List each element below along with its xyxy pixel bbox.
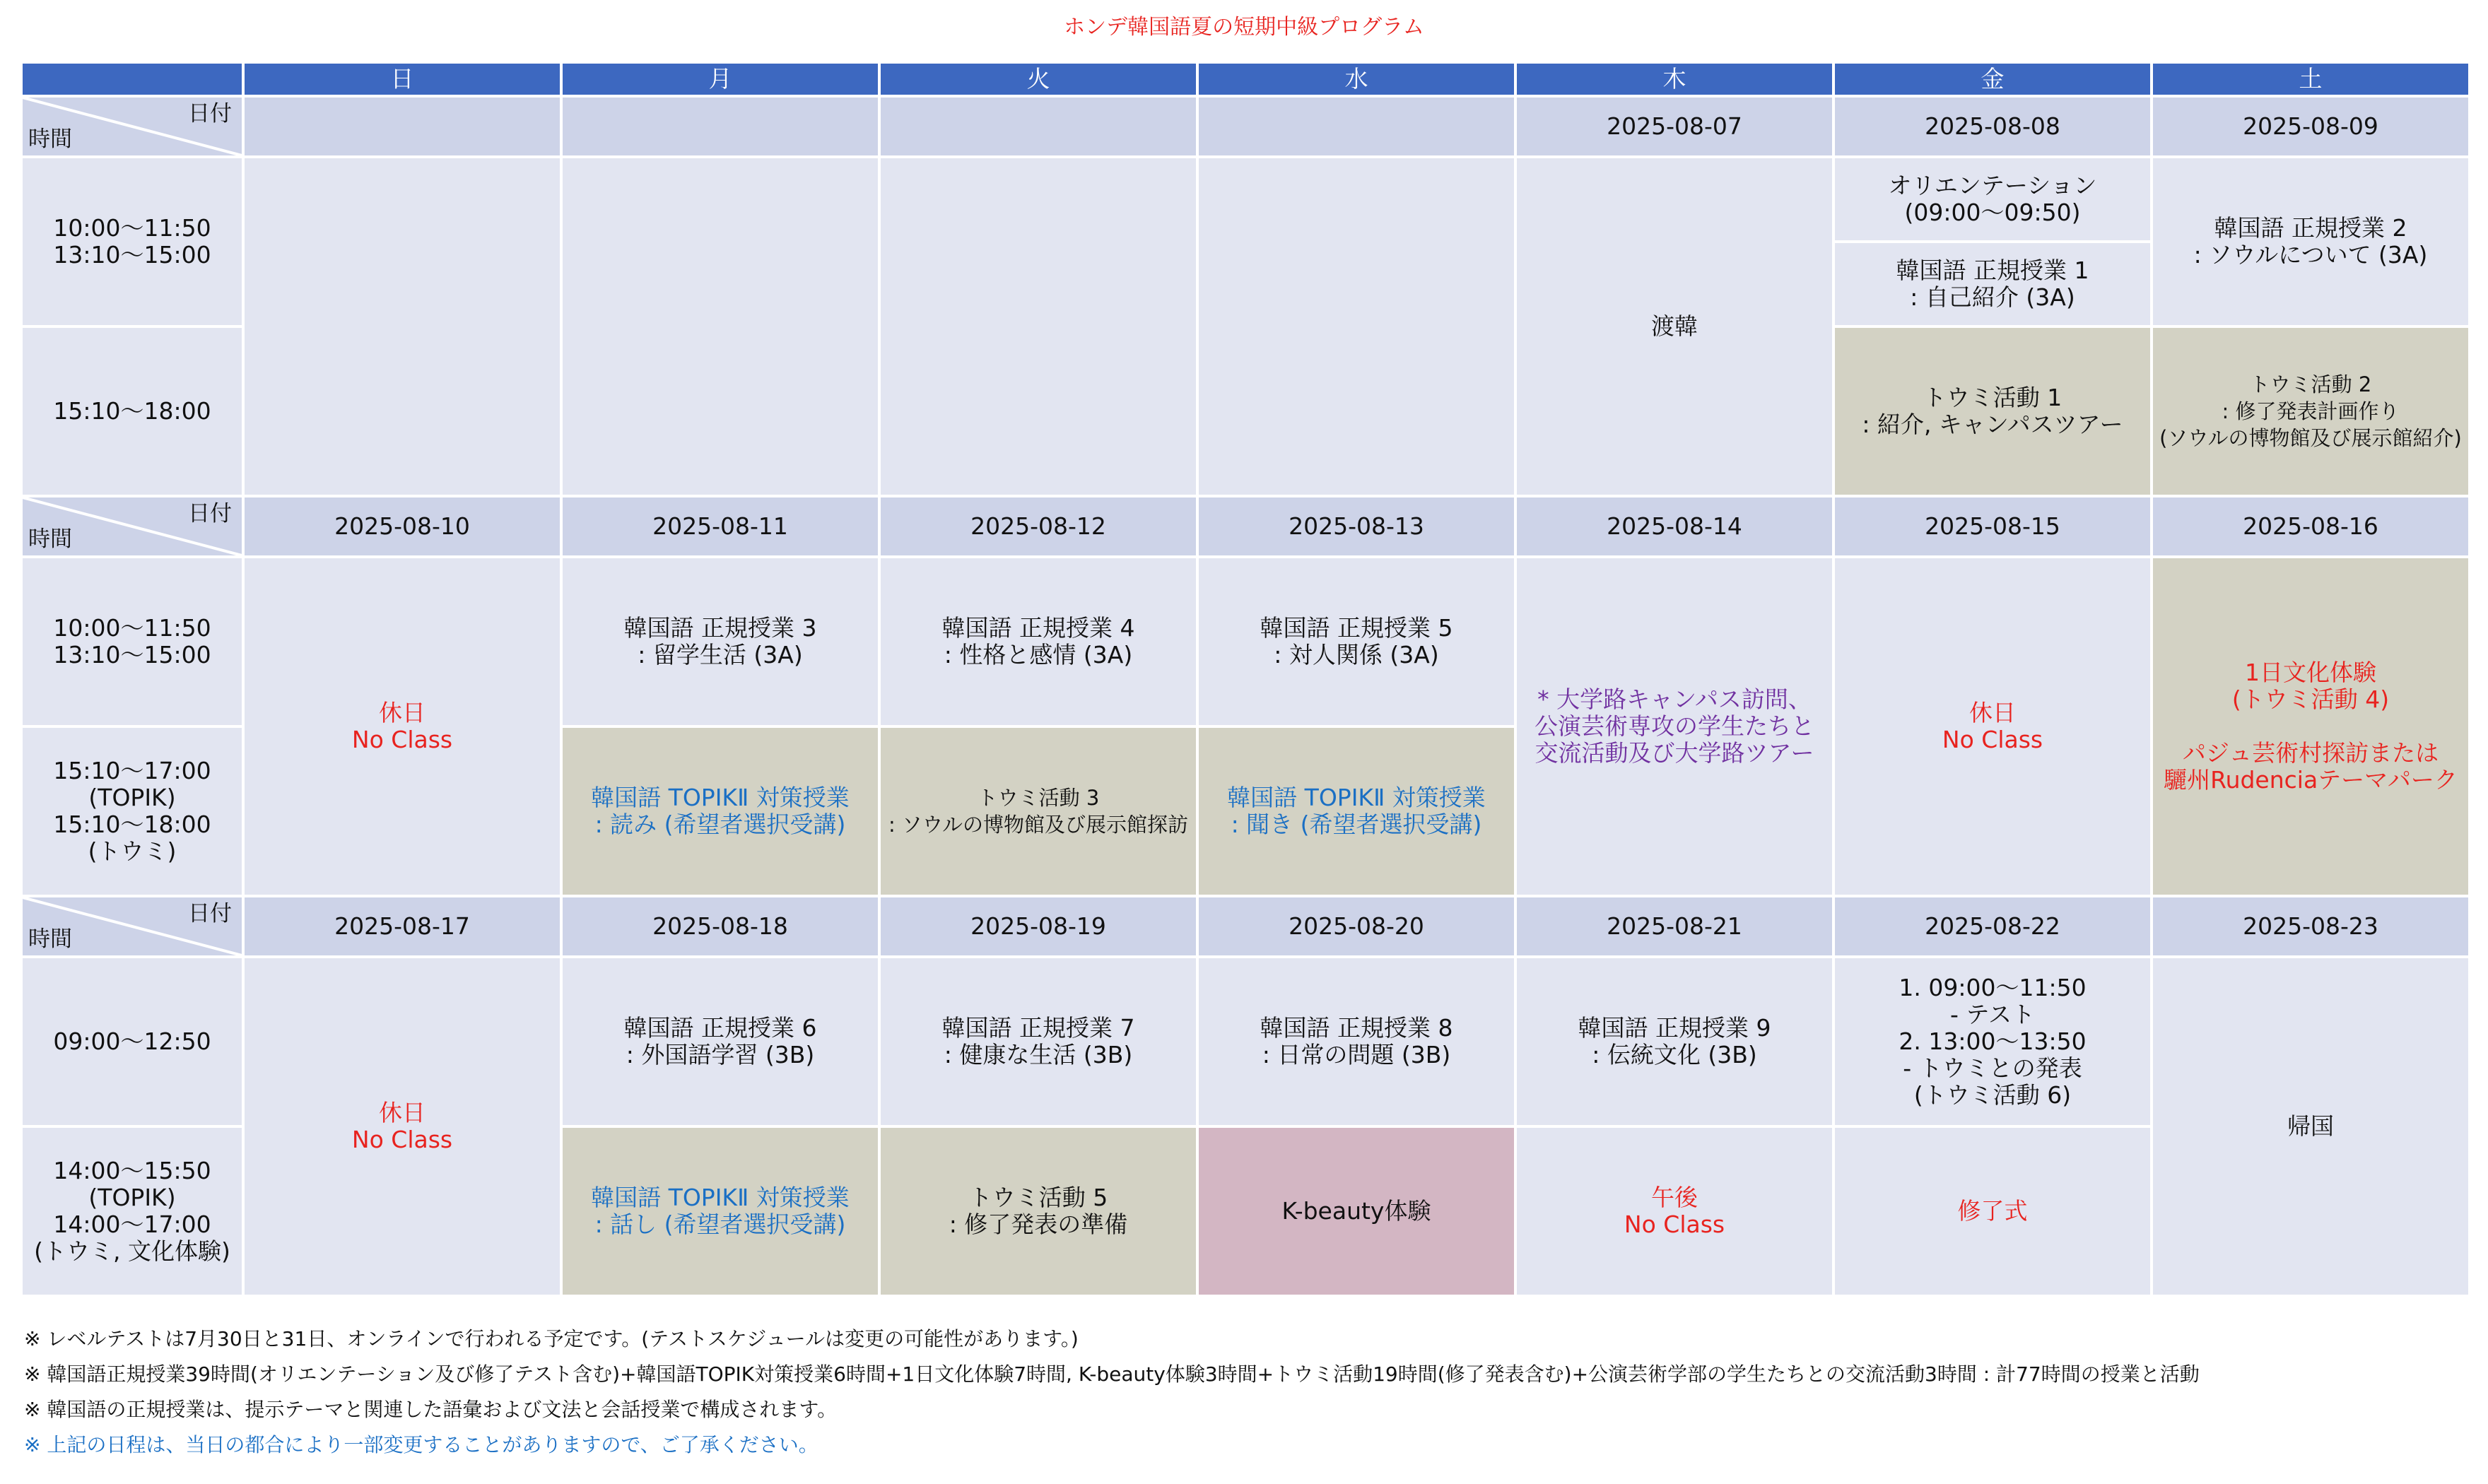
week3-mon-class: 韓国語 正規授業 6 : 外国語学習 (3B) (563, 958, 878, 1125)
week1-date-thu: 2025-08-07 (1517, 98, 1832, 155)
week2-wed-class: 韓国語 正規授業 5 : 対人関係 (3A) (1199, 558, 1514, 725)
time-label: 時間 (28, 926, 72, 952)
week1-date-row (23, 98, 2468, 155)
week1-fri-activity: トウミ活動 1 : 紹介, キャンパスツアー (1835, 328, 2150, 495)
week3-fri-test: 1. 09:00～11:50 - テスト 2. 13:00～13:50 - トウミとの発表 (トウミ活動 6) (1835, 958, 2150, 1125)
week2-fri-holiday: 休日 No Class (1835, 558, 2150, 895)
week1-date-tue (881, 98, 1196, 155)
week3-fri-ceremony: 修了式 (1835, 1128, 2150, 1295)
week1-empty-wed (1199, 158, 1514, 495)
week1-arrival: 渡韓 (1517, 158, 1832, 495)
week2-row-morning (23, 558, 2468, 725)
week2-wed-topik: 韓国語 TOPIKⅡ 対策授業 : 聞き (希望者選択受講) (1199, 728, 1514, 895)
time-label: 時間 (28, 526, 72, 552)
day-header-sat: 土 (2153, 64, 2468, 95)
week3-wed-kbeauty: K-beauty体験 (1199, 1128, 1514, 1295)
week1-corner (23, 98, 242, 155)
week2-date-mon: 2025-08-11 (563, 497, 878, 555)
week3-tue-activity: トウミ活動 5 : 修了発表の準備 (881, 1128, 1196, 1295)
day-header-wed: 水 (1199, 64, 1514, 95)
time-label: 時間 (28, 126, 72, 152)
week1-empty-tue (881, 158, 1196, 495)
week3-tue-class: 韓国語 正規授業 7 : 健康な生活 (3B) (881, 958, 1196, 1125)
week2-date-tue: 2025-08-12 (881, 497, 1196, 555)
week3-mon-topik: 韓国語 TOPIKⅡ 対策授業 : 話し (希望者選択受講) (563, 1128, 878, 1295)
week3-thu-class: 韓国語 正規授業 9 : 伝統文化 (3B) (1517, 958, 1832, 1125)
date-label: 日付 (188, 101, 232, 126)
week3-corner (23, 897, 242, 955)
note-curriculum: ※ 韓国語の正規授業は、提示テーマと関連した語彙および文法と会話授業で構成されます。 (24, 1398, 838, 1421)
notes (24, 1321, 2463, 1463)
week3-date-sun: 2025-08-17 (245, 897, 560, 955)
week3-time-afternoon: 14:00～15:50 (TOPIK) 14:00～17:00 (トウミ, 文化体験) (23, 1128, 242, 1295)
week3-date-tue: 2025-08-19 (881, 897, 1196, 955)
note-level-test: ※ レベルテストは7月30日と31日、オンラインで行われる予定です。(テストスケジュールは変更の可能性があります。) (24, 1327, 1079, 1350)
week3-date-sat: 2025-08-23 (2153, 897, 2468, 955)
week2-tue-class: 韓国語 正規授業 4 : 性格と感情 (3A) (881, 558, 1196, 725)
week2-date-thu: 2025-08-14 (1517, 497, 1832, 555)
week2-date-sun: 2025-08-10 (245, 497, 560, 555)
weekday-header-row (23, 64, 2468, 95)
week1-date-wed (1199, 98, 1514, 155)
week3-wed-class: 韓国語 正規授業 8 : 日常の問題 (3B) (1199, 958, 1514, 1125)
week3-sun-holiday: 休日 No Class (245, 958, 560, 1295)
week2-time-morning: 10:00～11:50 13:10～15:00 (23, 558, 242, 725)
date-label: 日付 (188, 901, 232, 926)
week1-empty-mon (563, 158, 878, 495)
week3-row-morning (23, 958, 2468, 1125)
week2-date-row (23, 497, 2468, 555)
week1-date-fri: 2025-08-08 (1835, 98, 2150, 155)
day-header-tue: 火 (881, 64, 1196, 95)
week3-date-row (23, 897, 2468, 955)
week3-date-mon: 2025-08-18 (563, 897, 878, 955)
week1-sat-class: 韓国語 正規授業 2 : ソウルについて (3A) (2153, 158, 2468, 325)
week1-date-mon (563, 98, 878, 155)
week3-sat-departure: 帰国 (2153, 958, 2468, 1295)
week1-sat-activity: トウミ活動 2 : 修了発表計画作り (ソウルの博物館及び展示館紹介) (2153, 328, 2468, 495)
day-header-mon: 月 (563, 64, 878, 95)
week2-mon-topik: 韓国語 TOPIKⅡ 対策授業 : 読み (希望者選択受講) (563, 728, 878, 895)
week3-date-fri: 2025-08-22 (1835, 897, 2150, 955)
day-header-sun: 日 (245, 64, 560, 95)
week2-sat-culture: 1日文化体験 (トウミ活動 4) パジュ芸術村探訪または 驪州Rudenciaテーマパーク (2153, 558, 2468, 895)
week2-time-afternoon: 15:10～17:00 (TOPIK) 15:10～18:00 (トウミ) (23, 728, 242, 895)
week2-date-fri: 2025-08-15 (1835, 497, 2150, 555)
page-title: ホンデ韓国語夏の短期中級プログラム (1064, 15, 1424, 40)
week1-date-sun (245, 98, 560, 155)
week2-sun-holiday: 休日 No Class (245, 558, 560, 895)
date-label: 日付 (188, 501, 232, 526)
schedule-table (20, 61, 2471, 1297)
week2-date-sat: 2025-08-16 (2153, 497, 2468, 555)
week1-empty-sun (245, 158, 560, 495)
week1-date-sat: 2025-08-09 (2153, 98, 2468, 155)
week3-date-wed: 2025-08-20 (1199, 897, 1514, 955)
week1-time-morning: 10:00～11:50 13:10～15:00 (23, 158, 242, 325)
week1-time-afternoon: 15:10～18:00 (23, 328, 242, 495)
week1-fri-orientation: オリエンテーション (09:00～09:50) (1835, 158, 2150, 243)
day-header-fri: 金 (1835, 64, 2150, 95)
note-schedule-change: ※ 上記の日程は、当日の都合により一部変更することがありますので、ご了承ください。 (24, 1433, 818, 1456)
week2-date-wed: 2025-08-13 (1199, 497, 1514, 555)
note-hours: ※ 韓国語正規授業39時間(オリエンテーション及び修了テスト含む)+韓国語TOPIK対策授業6時間+1日文化体験7時間, K-beauty体験3時間+トウミ活動19時間(修了発表含む)+公演芸術学部の学生たちとの交流活動3時間 : 計77時間の授業と活動 (24, 1362, 2200, 1386)
week1-fri-class: 韓国語 正規授業 1 : 自己紹介 (3A) (1835, 243, 2150, 325)
week1-fri-morning (1835, 158, 2150, 325)
header-corner (23, 64, 242, 95)
week2-thu-campus-visit: * 大学路キャンパス訪問、 公演芸術専攻の学生たちと 交流活動及び大学路ツアー (1517, 558, 1832, 895)
week3-thu-afternoon-off: 午後 No Class (1517, 1128, 1832, 1295)
week1-row-morning (23, 158, 2468, 325)
day-header-thu: 木 (1517, 64, 1832, 95)
week3-date-thu: 2025-08-21 (1517, 897, 1832, 955)
week2-mon-class: 韓国語 正規授業 3 : 留学生活 (3A) (563, 558, 878, 725)
week3-time-morning: 09:00～12:50 (23, 958, 242, 1125)
week2-corner (23, 497, 242, 555)
week2-tue-activity: トウミ活動 3 : ソウルの博物館及び展示館探訪 (881, 728, 1196, 895)
